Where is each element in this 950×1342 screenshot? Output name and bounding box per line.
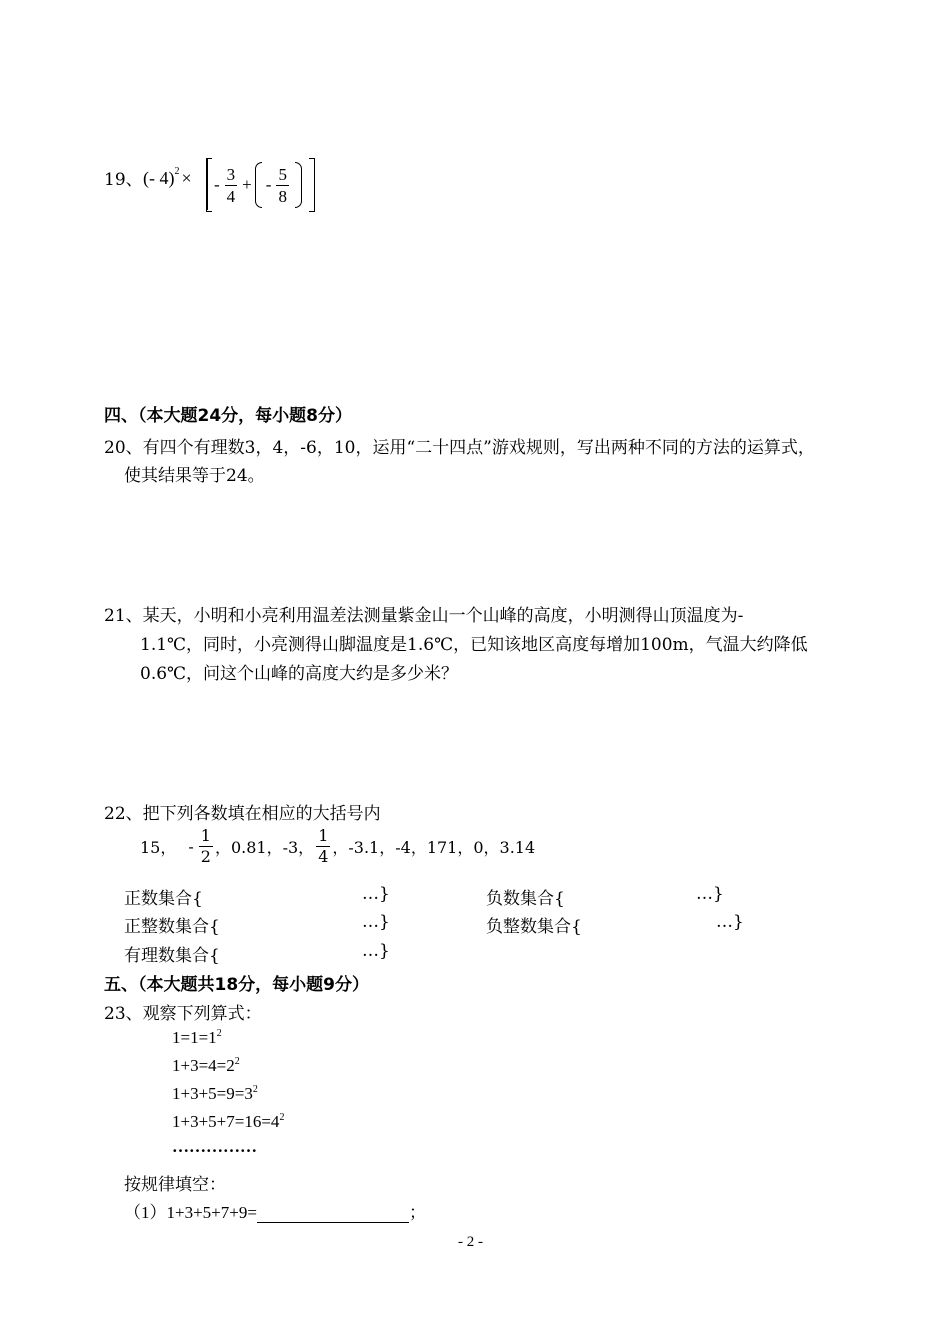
q19-inner: [214, 162, 302, 208]
q19-minus-2: -: [265, 175, 272, 194]
q19-base: (- 4): [143, 168, 175, 188]
q23-eq-1: [172, 1028, 222, 1048]
q19-minus-1: -: [214, 175, 220, 194]
q23-eq-1-sq: 2: [216, 1028, 222, 1039]
page-number: - 2 -: [458, 1234, 483, 1250]
q19-exponent: 2: [174, 166, 180, 177]
q23-eq-4-text: 1+3+5+7=16=4: [172, 1112, 280, 1131]
q19-expression: [143, 160, 196, 189]
q22-f2-numerator: 1: [318, 826, 329, 845]
q19-f2-numerator: 5: [278, 164, 287, 184]
q19-f1-numerator: 3: [226, 164, 236, 184]
q22-title: 22、把下列各数填在相应的大括号内: [104, 804, 381, 824]
q23-part-1-blank: [257, 1204, 409, 1223]
negative-set-label: 负数集合{: [486, 889, 565, 909]
q22-fraction-1-4: [316, 828, 330, 865]
q19-paren-open: [255, 162, 262, 208]
q19-label: 19、: [104, 170, 143, 190]
negative-int-set-label: 负整数集合{: [486, 917, 582, 937]
q22-numbers-a: 15，: [140, 838, 177, 857]
q20-line-2: 使其结果等于24。: [124, 466, 265, 486]
q21-line-2: 1.1℃，同时，小亮测得山脚温度是1.6℃，已知该地区高度每增加100m，气温大约降低: [140, 635, 808, 655]
q19-f2-denominator: 8: [278, 186, 287, 206]
q23-eq-3: [172, 1084, 258, 1104]
q23-part-1: [124, 1198, 426, 1223]
q23-dots: ……………: [172, 1137, 257, 1156]
q23-eq-3-text: 1+3+5=9=3: [172, 1084, 253, 1103]
section-5-heading: 五、（本大题共18分，每小题9分）: [104, 975, 369, 995]
q23-part-1-text: （1）1+3+5+7+9=: [124, 1203, 257, 1222]
positive-set-end: …}: [362, 884, 390, 904]
q19-paren-close: [295, 162, 302, 208]
q22-f2-denominator: 4: [318, 847, 329, 866]
q19-times: ×: [181, 168, 192, 188]
q23-eq-2-sq: 2: [234, 1056, 240, 1067]
q23-eq-4-sq: 2: [279, 1112, 285, 1123]
q22-fraction-1-2: [199, 828, 213, 865]
positive-set-label: 正数集合{: [124, 889, 203, 909]
q23-title: 23、观察下列算式：: [104, 1004, 262, 1024]
q19-f1-denominator: 4: [226, 186, 236, 206]
q23-eq-1-text: 1=1=1: [172, 1028, 217, 1047]
rational-set-end: …}: [362, 941, 390, 961]
q23-instruction: 按规律填空：: [124, 1175, 226, 1195]
q21-line-3: 0.6℃，问这个山峰的高度大约是多少米？: [140, 664, 459, 684]
q23-part-1-end: ；: [408, 1203, 426, 1222]
q22-f1-numerator: 1: [200, 826, 211, 845]
q23-eq-2: [172, 1056, 240, 1076]
positive-int-set-label: 正整数集合{: [124, 917, 220, 937]
q19-plus: +: [242, 175, 252, 194]
negative-int-set-end: …}: [716, 912, 744, 932]
q23-eq-3-sq: 2: [252, 1084, 258, 1095]
q20-line-1: 20、有四个有理数3，4，-6，10，运用“二十四点”游戏规则，写出两种不同的方法的运算式，: [104, 438, 815, 458]
q19-left-square-bracket: [206, 158, 212, 212]
rational-set-label: 有理数集合{: [124, 946, 220, 966]
q22-numbers-c: ，-3.1，-4，171，0，3.14: [332, 838, 536, 857]
q22-numbers: [140, 828, 535, 865]
q19-fraction-3-4: [225, 166, 238, 205]
q22-numbers-b: ，0.81，-3，: [214, 838, 315, 857]
q19-fraction-5-8: [276, 166, 289, 205]
q22-f1-denominator: 2: [200, 847, 211, 866]
negative-set-end: …}: [696, 884, 724, 904]
q23-eq-4: [172, 1112, 284, 1132]
q19-right-square-bracket: [309, 158, 315, 212]
q21-line-1: 21、某天，小明和小亮利用温差法测量紫金山一个山峰的高度，小明测得山顶温度为-: [104, 606, 744, 626]
positive-int-set-end: …}: [362, 912, 390, 932]
q22-neg-sign: -: [188, 837, 194, 856]
q23-eq-2-text: 1+3=4=2: [172, 1056, 235, 1075]
section-4-heading: 四、（本大题24分，每小题8分）: [104, 406, 352, 426]
